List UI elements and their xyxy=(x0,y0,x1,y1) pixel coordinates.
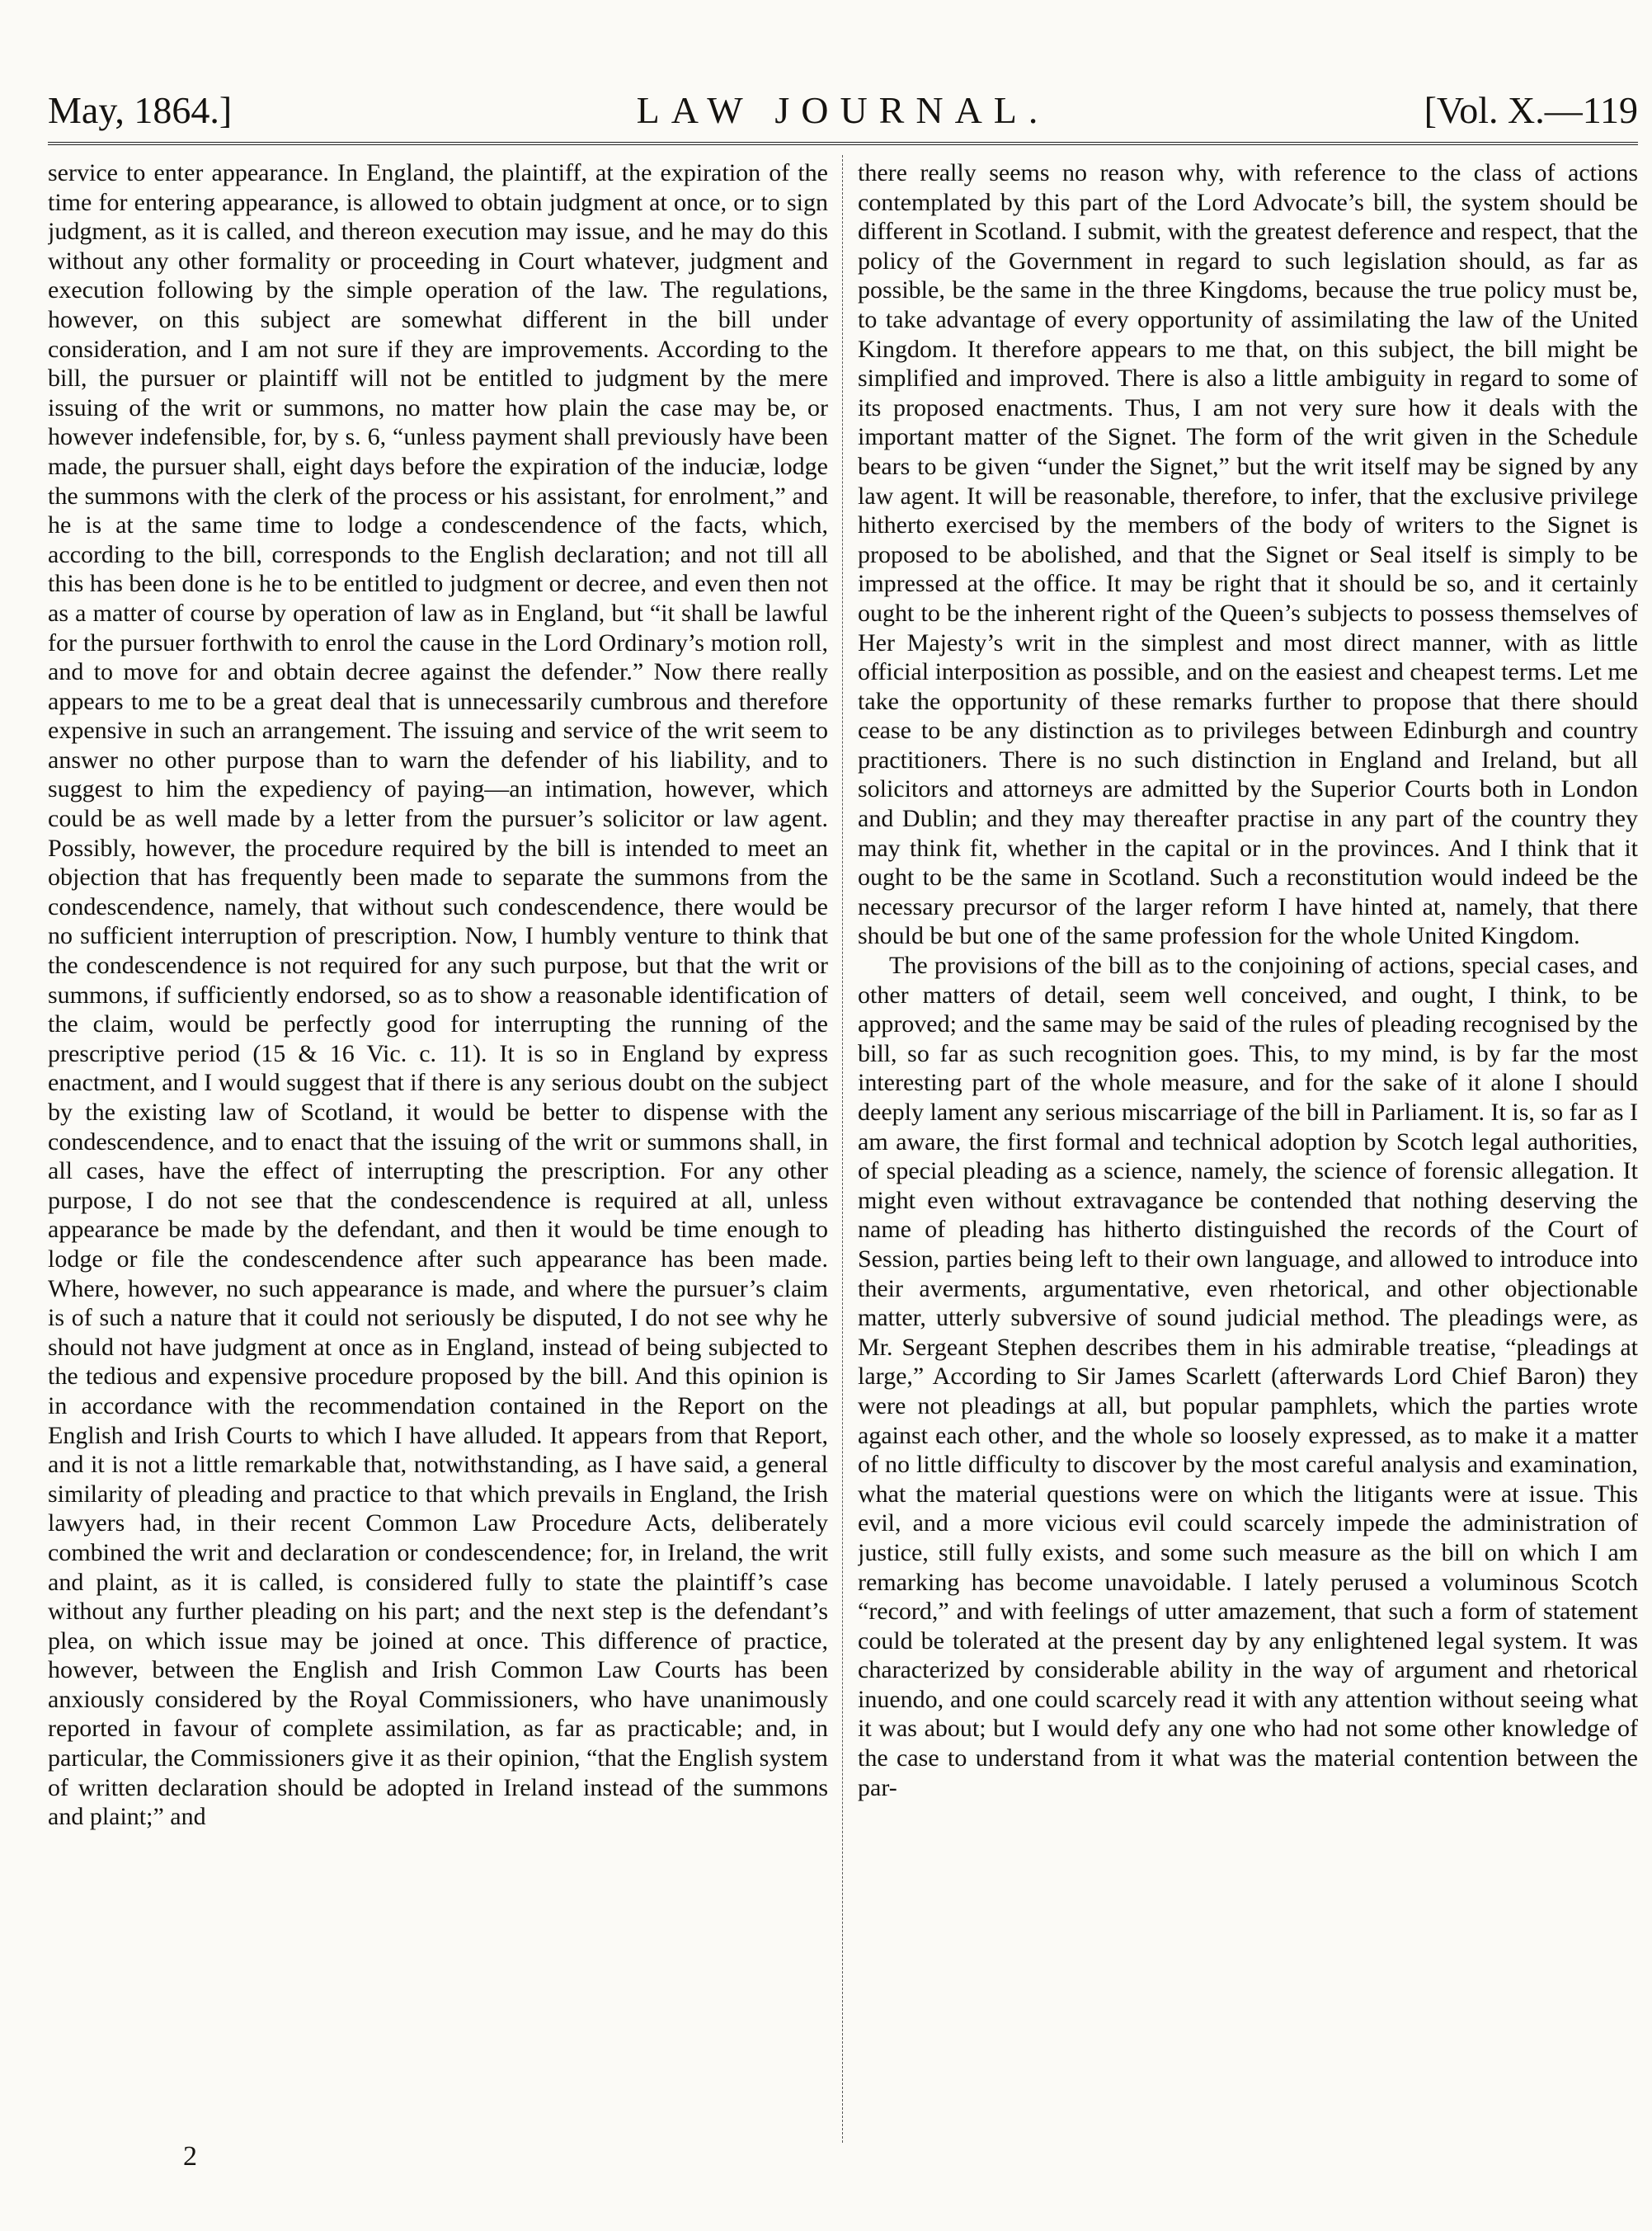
right-paragraph-1: there really seems no reason why, with reference to the class of actions contemplated by this part of the Lord Advocate’s bill, the system should be different in Scotland. I submit, with the greatest deference and respect, that the policy of the Government in regard to such legislation should, as far as possible, be the same in the three Kingdoms, because the true policy must be, to take advantage of every opportunity of assimilating the law of the United Kingdom. It therefore appears to me that, on this subject, the bill might be simplified and improved. There is also a little ambiguity in regard to some of its proposed enactments. Thus, I am not very sure how it deals with the important matter of the Signet. The form of the writ given in the Schedule bears to be given “under the Signet,” but the writ itself may be signed by any law agent. It will be reasonable, therefore, to infer, that the exclusive privilege hitherto exercised by the members of the body of writers to the Signet is proposed to be abolished, and that the Signet or Seal itself is simply to be impressed at the office. It may be right that it should be so, and it certainly ought to be the inherent right of the Queen’s subjects to possess themselves of Her Majesty’s writ in the simplest and most direct manner, with as little official interposition as possible, and on the easiest and cheapest terms. Let me take the opportunity of these remarks further to propose that there should cease to be any distinction as to privileges between Edinburgh and country practitioners. There is no such distinction in England and Ireland, but all solicitors and attorneys are admitted by the Superior Courts both in London and Dublin; and they may thereafter practise in any part of the country they may think fit, whether in the capital or in the provinces. And I think that it ought to be the same in Scotland. Such a reconstitution would indeed be the necessary precursor of the larger reform I have hinted at, namely, that there should be but one of the same profession for the whole United Kingdom. xyxy=(858,159,1638,950)
running-header xyxy=(48,86,1638,144)
header-volume-page: [Vol. X.—119 xyxy=(1424,89,1638,131)
header-date: May, 1864.] xyxy=(48,89,233,131)
right-column xyxy=(858,158,1638,2138)
left-paragraph-1: service to enter appearance. In England, the plaintiff, at the expiration of the time for entering appearance, is allowed to obtain judgment at once, or to sign judgment, as it is called, and thereon execution may issue, and he may do this without any other formality or proceeding in Court whatever, judgment and execution following by the simple operation of the law. The regulations, however, on this subject are somewhat different in the bill under consideration, and I am not sure if they are improvements. According to the bill, the pursuer or plaintiff will not be entitled to judgment by the mere issuing of the writ or summons, no matter how plain the case may be, or however indefensible, for, by s. 6, “unless payment shall previously have been made, the pursuer shall, eight days before the expiration of the induciæ, lodge the summons with the clerk of the process or his assistant, for enrolment,” and he is at the same time to lodge a condescendence of the facts, which, according to the bill, corresponds to the English declaration; and not till all this has been done is he to be entitled to judgment or decree, and even then not as a matter of course by operation of law as in England, but “it shall be lawful for the pursuer forthwith to enrol the cause in the Lord Ordinary’s motion roll, and to move for and obtain decree against the defender.” Now there really appears to me to be a great deal that is unnecessarily cumbrous and therefore expensive in such an arrangement. The issuing and service of the writ seem to answer no other purpose than to warn the defender of his liability, and to suggest to him the expediency of paying—an intimation, however, which could be as well made by a letter from the pursuer’s solicitor or law agent. Possibly, however, the procedure required by the bill is intended to meet an objection that has frequently been made to separate the summons from the condescendence, namely, that without such condescendence, there would be no sufficient interruption of prescription. Now, I humbly venture to think that the condescendence is not required for any such purpose, but that the writ or summons, if sufficiently endorsed, so as to show a reasonable identification of the claim, would be perfectly good for interrupting the running of the prescriptive period (15 & 16 Vic. c. 11). It is so in England by express enactment, and I would suggest that if there is any serious doubt on the subject by the existing law of Scotland, it would be better to dispense with the condescendence, and to enact that the issuing of the writ or summons shall, in all cases, have the effect of interrupting the prescription. For any other purpose, I do not see that the condescendence is required at all, unless appearance be made by the defendant, and then it would be time enough to lodge or file the condescendence after such appearance has been made. Where, however, no such appearance is made, and where the pursuer’s claim is of such a nature that it could not seriously be disputed, I do not see why he should not have judgment at once as in England, instead of being subjected to the tedious and expensive procedure proposed by the bill. And this opinion is in accordance with the recommendation contained in the Report on the English and Irish Courts to which I have alluded. It appears from that Report, and it is not a little remarkable that, notwithstanding, as I have said, a general similarity of pleading and practice to that which prevails in England, the Irish lawyers had, in their recent Common Law Procedure Acts, deliberately combined the writ and declaration or condescendence; for, in Ireland, the writ and plaint, as it is called, is considered fully to state the plaintiff’s case without any further pleading on his part; and the next step is the defendant’s plea, on which issue may be joined at once. This difference of practice, however, between the English and Irish Common Law Courts has been anxiously considered by the Royal Commissioners, who have unanimously reported in favour of complete assimilation, as far as practicable; and, in particular, the Commissioners give it as their opinion, “that the English system of written declaration should be adopted in Ireland instead of the summons and plaint;” and xyxy=(48,159,828,1831)
header-rule xyxy=(48,142,1638,145)
journal-title: LAW JOURNAL. xyxy=(636,89,1050,131)
right-paragraph-2: The provisions of the bill as to the conjoining of actions, special cases, and other matters of detail, seem well conceived, and ought, I think, to be approved; and the same may be said of the rules of pleading recognised by the bill, so far as such recognition goes. This, to my mind, is by far the most interesting part of the whole measure, and for the sake of it alone I should deeply lament any serious miscarriage of the bill in Parliament. It is, so far as I am aware, the first formal and technical adoption by Scotch legal authorities, of special pleading as a science, namely, the science of forensic allegation. It might even without extravagance be contended that nothing deserving the name of pleading has hitherto distinguished the records of the Court of Session, parties being left to their own language, and allowed to introduce into their averments, argumentative, even rhetorical, and other objectionable matter, utterly subversive of sound judicial method. The pleadings were, as Mr. Sergeant Stephen describes them in his admirable treatise, “pleadings at large,” According to Sir James Scarlett (afterwards Lord Chief Baron) they were not pleadings at all, but popular pamphlets, which the parties wrote against each other, and the whole so loosely expressed, as to make it a matter of no little difficulty to discover by the most careful analysis and examination, what the material questions were on which the litigants were at issue. This evil, and a more vicious evil could scarcely impede the administration of justice, still fully exists, and some such measure as the bill on which I am remarking has become unavoidable. I lately perused a voluminous Scotch “record,” and with feelings of utter amazement, that such a form of statement could be tolerated at the present day by any enlightened legal system. It was characterized by considerable ability in the way of argument and rhetorical inuendo, and one could scarcely read it with any attention without seeing what it was about; but I would defy any one who had not some other knowledge of the case to understand from it what was the material contention between the par- xyxy=(858,952,1638,1801)
column-divider xyxy=(842,155,843,2143)
left-column xyxy=(48,158,828,2138)
signature-mark: 2 xyxy=(183,2141,197,2172)
